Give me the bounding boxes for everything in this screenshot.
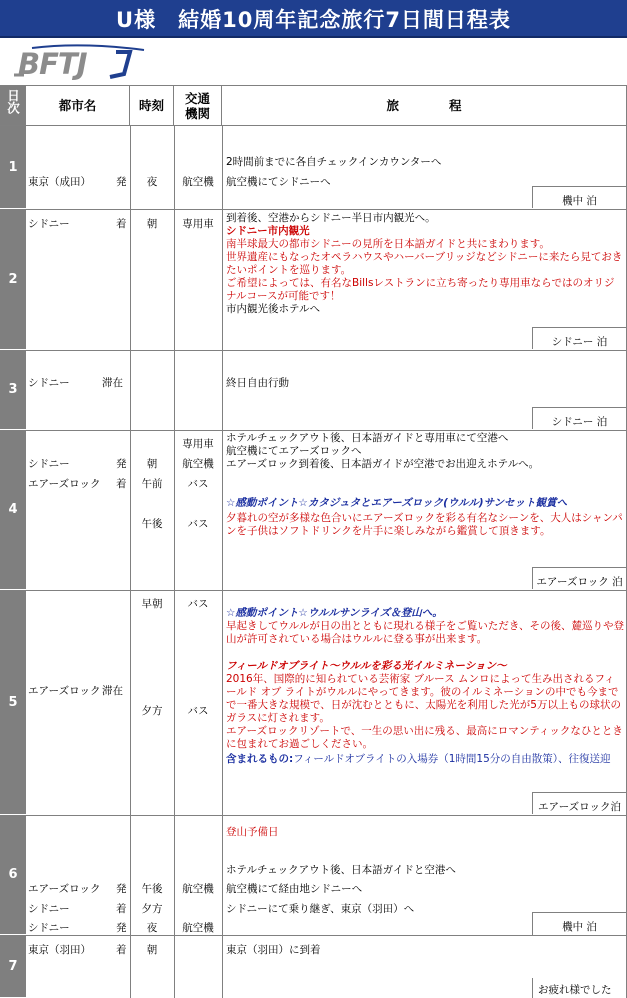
header-transport-label: 交通機関 <box>184 91 210 121</box>
time-value: 夜 <box>146 922 158 934</box>
itinerary-line: 終日自由行動 <box>226 377 289 389</box>
city-name: エアーズロック <box>28 685 101 697</box>
day-number: 5 <box>0 590 26 815</box>
stay-cell-border <box>532 978 533 998</box>
itinerary-line: 市内観光後ホテルへ <box>226 303 320 315</box>
row-divider <box>26 815 626 816</box>
itinerary-line: 南半球最大の都市シドニーの見所を日本語ガイドと共にまわります。 <box>226 238 550 250</box>
itinerary-line: 早起きしてウルルが日の出とともに現れる様子をご覧いただき、その後、麓巡りや登山が許可されている場合はウルルに登る事が出来ます。 <box>226 620 625 645</box>
time-value: 午前 <box>141 478 163 490</box>
itinerary-line: 2時間前までに各自チェックインカウンターへ <box>226 156 442 168</box>
itinerary-line: 2016年、国際的に知られている芸術家 ブルース ムンロによって生み出されるフィールド オブ ライトがウルルにやってきます。彼のイルミネーションの中でも今までで一番大きな規模で、日が沈むとともに、太陽光を利用した光が5万以上もの球状のガラスに灯されます。 <box>226 673 621 724</box>
highlight-heading: フィールドオブライト～ウルルを彩る光イルミネーション～ <box>226 660 507 672</box>
city-name: シドニー <box>28 458 70 470</box>
city-name: シドニー <box>28 377 70 389</box>
overnight-stay: エアーズロック 泊 <box>532 567 626 589</box>
day-number: 7 <box>0 935 26 998</box>
header-itinerary: 旅 程 <box>222 86 627 126</box>
header-day <box>0 86 26 126</box>
itinerary-line: エアーズロック到着後、日本語ガイドが空港でお出迎えホテルへ。 <box>226 458 540 470</box>
highlight-heading: ☆感動ポイント☆カタジュタとエアーズロック(ウルル)サンセット観賞へ <box>226 497 568 509</box>
row-divider <box>26 935 626 936</box>
itinerary-line: 到着後、空港からシドニー半日市内観光へ。 <box>226 212 436 224</box>
overnight-stay: シドニー 泊 <box>532 327 626 349</box>
time-value: 夕方 <box>141 705 163 717</box>
city-status: 着 <box>116 218 127 230</box>
time-value: 夜 <box>146 176 158 188</box>
city-name: 東京（羽田） <box>28 944 91 956</box>
city-name: エアーズロック <box>28 883 101 895</box>
time-value: 早朝 <box>141 598 163 610</box>
column-divider <box>130 126 131 998</box>
city-status: 発 <box>116 458 127 470</box>
day-number: 1 <box>0 126 26 209</box>
row-divider <box>26 350 626 351</box>
itinerary-line: 航空機にてシドニーへ <box>226 176 331 188</box>
time-value: 朝 <box>146 458 158 470</box>
day-number: 2 <box>0 209 26 350</box>
city-status: 発 <box>116 176 127 188</box>
transport-value: バス <box>187 478 209 490</box>
itinerary-line: 登山予備日 <box>226 826 279 838</box>
city-status: 着 <box>116 478 127 490</box>
transport-value: 航空機 <box>182 883 214 895</box>
city-status: 発 <box>116 922 127 934</box>
header-day-label: 日次 <box>5 89 21 114</box>
city-status: 着 <box>116 944 127 956</box>
transport-value: 航空機 <box>182 458 214 470</box>
included-label: 含まれるもの: <box>226 753 294 765</box>
transport-value: バス <box>187 518 209 530</box>
city-status: 着 <box>116 903 127 915</box>
header-city: 都市名 <box>26 86 130 126</box>
transport-value: バス <box>187 598 209 610</box>
day-number: 4 <box>0 430 26 590</box>
row-divider <box>26 209 626 210</box>
city-name: エアーズロック <box>28 478 101 490</box>
included-value: フィールドオブライトの入場券（1時間15分の自由散策）、往復送迎 <box>293 753 611 765</box>
city-name: シドニー <box>28 218 70 230</box>
header-time: 時刻 <box>130 86 174 126</box>
bftj-logo <box>12 44 146 80</box>
city-name: 東京（成田） <box>28 176 91 188</box>
itinerary-line: シドニーにて乗り継ぎ、東京（羽田）へ <box>226 903 415 915</box>
transport-value: 航空機 <box>182 922 214 934</box>
transport-value: 専用車 <box>182 438 214 450</box>
time-value: 朝 <box>146 944 158 956</box>
city-status: 滞在 <box>102 685 123 697</box>
city-status: 発 <box>116 883 127 895</box>
time-value: 朝 <box>146 218 158 230</box>
city-name: シドニー <box>28 922 70 934</box>
itinerary-line: 世界遺産にもなったオペラハウスやハーバーブリッジなどシドニーに来たら見ておきたいポイントを巡ります。 <box>226 251 623 276</box>
overnight-stay: シドニー 泊 <box>532 407 626 429</box>
itinerary-line: 航空機にて経由地シドニーへ <box>226 883 363 895</box>
city-name: シドニー <box>28 903 70 915</box>
transport-value: 航空機 <box>182 176 214 188</box>
itinerary-line: ホテルチェックアウト後、日本語ガイドと専用車にて空港へ <box>226 432 509 444</box>
day-number: 6 <box>0 815 26 935</box>
column-divider <box>222 126 223 998</box>
itinerary-heading: シドニー市内観光 <box>226 225 310 237</box>
column-divider <box>174 126 175 998</box>
transport-value: 専用車 <box>182 218 214 230</box>
included-items <box>226 753 624 766</box>
city-status: 滞在 <box>102 377 123 389</box>
time-value: 午後 <box>141 883 163 895</box>
row-divider <box>26 430 626 431</box>
page-title: U様 結婚10周年記念旅行7日間日程表 <box>0 0 627 38</box>
itinerary-line: ご希望によっては、有名なBillsレストランに立ち寄ったり専用車ならではのオリジナルコースが可能です！ <box>226 277 615 302</box>
overnight-stay: エアーズロック泊 <box>532 792 626 814</box>
itinerary-line: 夕暮れの空が多様な色合いにエアーズロックを彩る有名なシーンを、大人はシャンパンを子供はソフトドリンクを片手に楽しみながら鑑賞して頂きます。 <box>226 512 623 537</box>
header-transport <box>174 86 222 126</box>
overnight-stay: 機中 泊 <box>532 186 626 208</box>
itinerary-line: エアーズロックリゾートで、一生の思い出に残る、最高にロマンティックなひとときに包まれてお過ごしください。 <box>226 725 623 750</box>
day-number: 3 <box>0 350 26 430</box>
overnight-stay: 機中 泊 <box>532 912 626 935</box>
row-divider <box>26 590 626 591</box>
time-value: 午後 <box>141 518 163 530</box>
closing-message: お疲れ様でした <box>538 984 612 996</box>
highlight-heading: ☆感動ポイント☆ウルルサンライズ＆登山へ。 <box>226 607 443 619</box>
logo-row <box>0 40 627 86</box>
itinerary-line: 航空機にてエアーズロックへ <box>226 445 362 457</box>
logo-text: BFTJ <box>18 47 87 80</box>
transport-value: バス <box>187 705 209 717</box>
itinerary-line: ホテルチェックアウト後、日本語ガイドと空港へ <box>226 864 456 876</box>
itinerary-line: 東京（羽田）に到着 <box>226 944 321 956</box>
time-value: 夕方 <box>141 903 163 915</box>
